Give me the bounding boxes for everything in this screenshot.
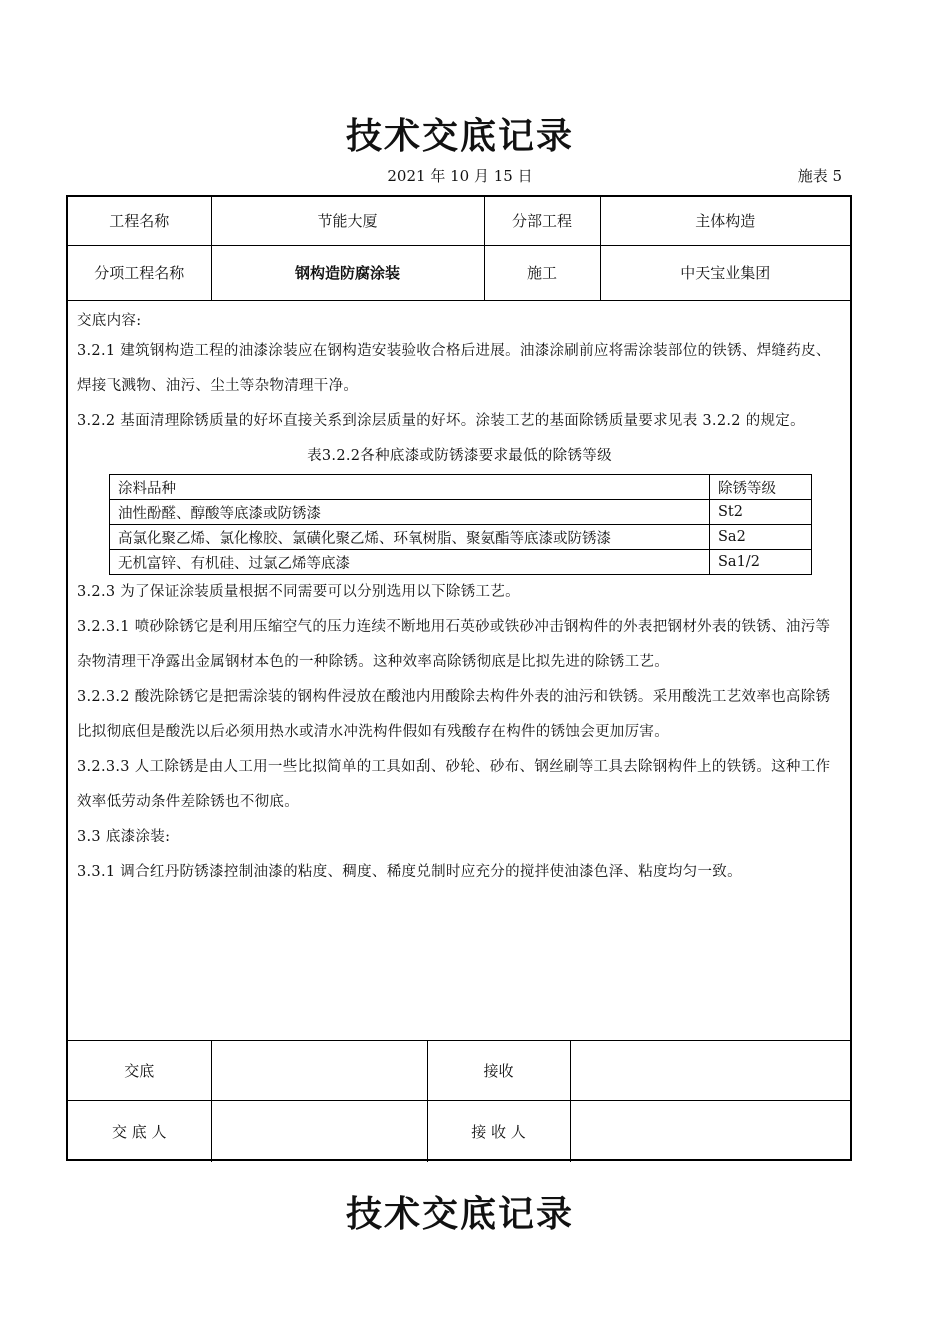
form-number: 施表 5 [797,167,842,185]
record-date: 2021 年 10 月 15 日 [387,167,533,185]
rust-grade: Sa1/2 [710,550,812,575]
paragraph-3-2-3-2: 3.2.3.2 酸洗除锈它是把需涂装的钢构件浸放在酸池内用酸除去构件外表的油污和铁锈。采用酸洗工艺效率也高除锈比拟彻底但是酸洗以后必须用热水或清水冲洗构件假如有残酸存在构件的锈蚀会更加厉害。 [77,689,831,740]
handover-content [68,300,850,1040]
project-name-label: 工程名称 [68,197,211,245]
paragraph-3-2-3-3: 3.2.3.3 人工除锈是由人工用一些比拟简单的工具如刮、砂轮、砂布、钢丝刷等工具去除钢构件上的铁锈。这种工作效率低劳动条件差除锈也不彻底。 [77,759,831,810]
rust-grade: Sa2 [710,525,812,550]
receive-label: 接收 [427,1041,570,1101]
record-sheet [66,195,852,1161]
division-value: 主体构造 [600,197,850,245]
construction-label: 施工 [484,245,600,300]
paragraph-3-3: 3.3 底漆涂装: [77,829,171,845]
construction-value: 中天宝业集团 [600,245,850,300]
content-label: 交底内容: [77,313,142,329]
project-name-value: 节能大厦 [211,197,484,245]
paragraph-3-2-3-1: 3.2.3.1 喷砂除锈它是利用压缩空气的压力连续不断地用石英砂或铁砂冲击钢构件的外表把钢材外表的铁锈、油污等杂物清理干净露出金属钢材本色的一种除锈。这种效率高除锈彻底是比拟先进的除锈工艺。 [77,619,831,670]
rust-grade-table [109,474,812,575]
paragraph-3-3-1: 3.3.1 调合红丹防锈漆控制油漆的粘度、稠度、稀度兑制时应充分的搅拌使油漆色泽、粘度均匀一致。 [77,864,742,880]
header-table [68,197,850,301]
division-label: 分部工程 [484,197,600,245]
receive-person-label: 接 收 人 [427,1101,570,1162]
handover-label: 交底 [68,1041,211,1101]
paragraph-3-2-1: 3.2.1 建筑钢构造工程的油漆涂装应在钢构造安装验收合格后进展。油漆涂刷前应将需涂装部位的铁锈、焊缝药皮、焊接飞溅物、油污、尘土等杂物清理干净。 [77,343,831,394]
table-caption: 表3.2.2各种底漆或防锈漆要求最低的除锈等级 [307,448,612,464]
paragraph-3-2-2: 3.2.2 基面清理除锈质量的好坏直接关系到涂层质量的好坏。涂装工艺的基面除锈质量要求见表 3.2.2 的规定。 [77,413,805,429]
coating-type: 无机富锌、有机硅、过氯乙烯等底漆 [110,550,710,575]
table-header-row [110,475,812,500]
next-page-title: 技术交底记录 [345,1194,574,1235]
column-header-grade: 除锈等级 [710,475,812,500]
coating-type: 油性酚醛、醇酸等底漆或防锈漆 [110,500,710,525]
table-row [110,500,812,525]
rust-grade: St2 [710,500,812,525]
receive-field[interactable] [570,1041,850,1101]
page-title: 技术交底记录 [345,116,574,157]
subitem-value: 钢构造防腐涂装 [211,245,484,300]
handover-field[interactable] [211,1041,427,1101]
handover-person-field[interactable] [211,1101,427,1162]
table-row [110,550,812,575]
signature-table [68,1040,850,1162]
column-header-coating: 涂料品种 [110,475,710,500]
table-row [110,525,812,550]
receive-person-field[interactable] [570,1101,850,1162]
subitem-label: 分项工程名称 [68,245,211,300]
coating-type: 高氯化聚乙烯、氯化橡胶、氯磺化聚乙烯、环氧树脂、聚氨酯等底漆或防锈漆 [110,525,710,550]
paragraph-3-2-3: 3.2.3 为了保证涂装质量根据不同需要可以分别选用以下除锈工艺。 [77,584,520,600]
handover-person-label: 交 底 人 [68,1101,211,1162]
